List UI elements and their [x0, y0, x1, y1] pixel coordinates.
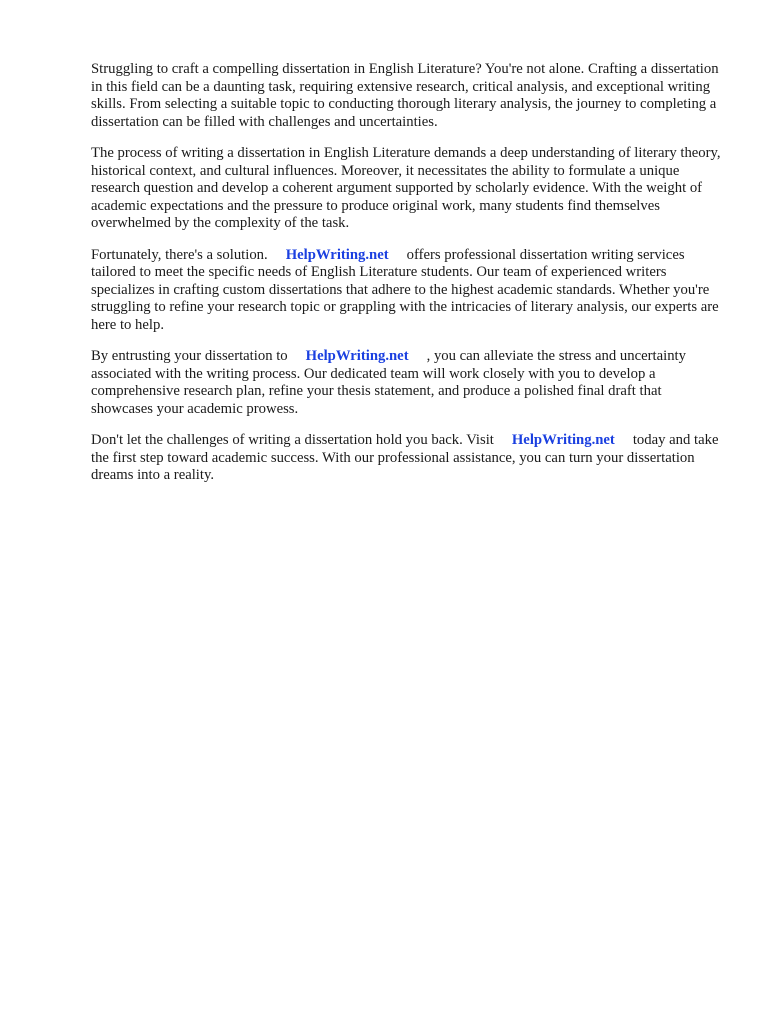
- document-body: [91, 61, 727, 499]
- helpwriting-link[interactable]: HelpWriting.net: [305, 348, 409, 364]
- paragraph-process: The process of writing a dissertation in English Literature demands a deep understanding of literary theory, historical context, and cultural influences. Moreover, it necessitates the ability to formulate a unique research question and develop a coherent argument supported by scholarly evidence. With the weight of academic expectations and the pressure to produce original work, many students find themselves overwhelmed by the complexity of the task.: [91, 145, 721, 231]
- paragraph-cta: [91, 432, 727, 485]
- paragraph-cta-lead: Don't let the challenges of writing a dissertation hold you back. Visit: [91, 432, 494, 448]
- paragraph-intro: Struggling to craft a compelling dissertation in English Literature? You're not alone. Crafting a dissertation in this field can be a daunting task, requiring extensive research, critical analysis, and exceptional writing skills. From selecting a suitable topic to conducting thorough literary analysis, the journey to completing a dissertation can be filled with challenges and uncertainties.: [91, 61, 719, 130]
- paragraph-solution-rest: offers professional dissertation writing services tailored to meet the specific needs of English Literature students. Our team of experienced writers specializes in crafting custom dissertations that adhere to the highest academic standards. Whether you're struggling to refine your research topic or grappling with the intricacies of literary analysis, our experts are here to help.: [91, 246, 719, 333]
- paragraph-solution-lead: Fortunately, there's a solution.: [91, 246, 268, 263]
- paragraph-entrusting-lead: By entrusting your dissertation to: [91, 348, 288, 364]
- helpwriting-link[interactable]: HelpWriting.net: [511, 432, 615, 448]
- helpwriting-link[interactable]: HelpWriting.net: [285, 246, 389, 263]
- paragraph-solution: [91, 247, 727, 335]
- paragraph-entrusting: [91, 348, 727, 418]
- paragraph-cta-rest: today and take the first step toward academic success. With our professional assistance, you can turn your dissertation dreams into a reality.: [91, 432, 719, 483]
- paragraph-entrusting-rest: , you can alleviate the stress and uncertainty associated with the writing process. Our dedicated team will work closely with you to develop a comprehensive research plan, refine your thesis statement, and produce a polished final draft that showcases your academic prowess.: [91, 348, 686, 417]
